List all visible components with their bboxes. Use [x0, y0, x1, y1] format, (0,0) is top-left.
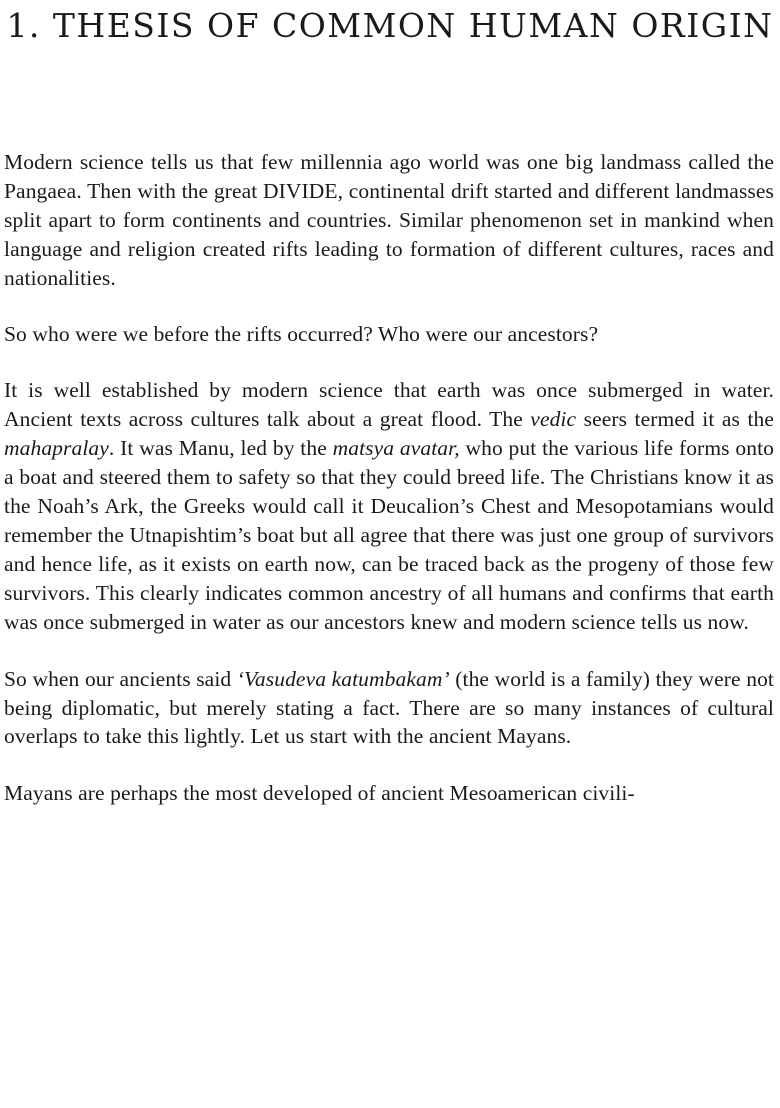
italic-term-matsya-avatar: matsya avatar,: [332, 436, 460, 461]
text-run: who put the various life forms onto a boat and steered them to safety so that they could breed life. The Christians know it as the Noah’s Ark, the Greeks would call it Deucalion’s Chest and Mesopotamians would remember the Utnapishtim’s boat but all agree that there was just one group of survivors and hence life, as it exists on earth now, can be traced back as the progeny of those few survivors. This clearly indicates common ancestry of all humans and confirms that earth was once submerged in water as our ancestors knew and modern science tells us now.: [4, 436, 774, 634]
paragraph-ancestors-question: So who were we before the rifts occurred? Who were our ancestors?: [4, 321, 599, 346]
text-run: So when our ancients said: [4, 666, 237, 691]
text-run: seers termed it as the: [576, 407, 775, 432]
text-run: It is well established by modern science that earth was once submerged in water. Ancient texts across cultures talk about a great flood. The: [4, 378, 774, 432]
paragraph-mayans: Mayans are perhaps the most developed of ancient Mesoamerican civili-: [4, 781, 635, 806]
paragraph-vasudeva: [4, 665, 774, 752]
italic-quote-vasudeva: ‘Vasudeva katumbakam’: [236, 666, 450, 691]
text-run: (the world is a family) they were not being diplomatic, but merely stating a fact. There are so many instances of cultural overlaps to take this lightly. Let us start with the ancient Mayans.: [4, 666, 775, 749]
text-run: . It was Manu, led by the: [108, 436, 333, 461]
paragraph-great-flood: [4, 376, 774, 636]
italic-term-mahapralay: mahapralay: [4, 436, 109, 461]
body-text: [4, 148, 774, 808]
paragraph-pangaea: Modern science tells us that few millennia ago world was one big landmass called the Pangaea. Then with the great DIVIDE, continental drift started and different landmasses split apart to form continents and countries. Similar phenomenon set in mankind when language and religion created rifts leading to formation of different cultures, races and nationalities.: [4, 150, 774, 290]
chapter-title: 1. THESIS OF COMMON HUMAN ORIGIN: [6, 6, 774, 45]
italic-term-vedic: vedic: [530, 407, 577, 432]
